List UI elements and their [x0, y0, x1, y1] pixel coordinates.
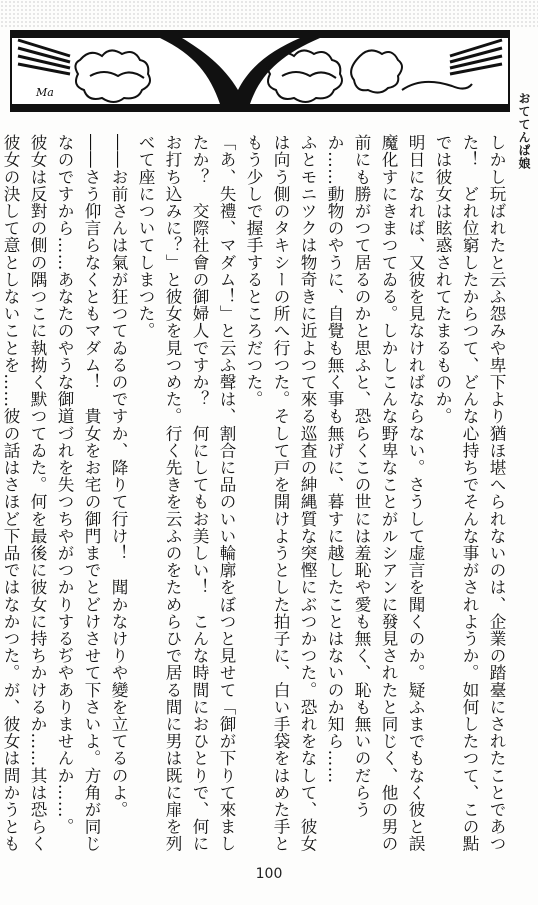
dialogue-paragraph: ――さう仰言らなくともマダム！ 貴女をお宅の御門までとどけさせて下さいよ。方角が同じなのですから……あなたのやうな御道づれを失つちやがつかりするぢやありませんか……。 — [55, 134, 101, 853]
paragraph: 彼女は反對の側の隅つこに執拗く默つてゐた。何を最後に彼女に持ちかけるか……其は恐らく彼女の決して意としないことを……彼の話はさほど下品ではなかつた。が、彼女は問かうとも — [1, 134, 47, 853]
series-title: おててんぱ娘 — [517, 92, 531, 170]
dialogue-paragraph: ――お前さんは氣が狂つてゐるのですか、降りて行け！ 聞かなけりや變を立てるのよ。 — [109, 134, 128, 818]
story-body — [1, 134, 510, 864]
print-noise — [0, 0, 538, 28]
dialogue-paragraph: 「あ、失禮、マダム！」と云ふ聲は、割合に品のいい輪廓をぼつと見せて「御が下りて來ましたか？ 交際社會の御婦人ですか？ 何にしてもお美しい！ こんな時間におひとりで、何にお打ち込みに？」と彼女を見つめた。行く先きを云ふのをためらひで居る間に男は既に扉を列べて座についてしまつた。 — [136, 134, 236, 853]
page-number: 100 — [255, 866, 283, 882]
paragraph: ふとモニツクは物奇きに近よつて來る巡査の紳縄質な突慳にぶつかつた。恐れをなして、彼女は向う側のタキシーの所へ行つた。そして戸を開けようとした拍子に、白い手袋をはめた手ともう少しで握手するところだつた。 — [244, 134, 317, 853]
paragraph: 明日になれば、又彼を見なければならない。さうして虚言を聞くのか。疑ふまでもなく彼と誤魔化すにきまつてゐる。しかしこんな野卑なことがルシアンに發見されたと同じく、他の男の前にも勝がつて居るのかと思ふと、恐らくこの世には羞恥や愛も無く、恥も無いのだらうか……動物のやうに、自覺も無く事も無げに、暮すに越したことはないのか知ら…… — [325, 134, 425, 853]
illustrator-signature: Ma — [36, 86, 54, 99]
header-illustration — [10, 30, 510, 112]
paragraph: しかし玩ばれたと云ふ怨みや卑下より猶ほ堪へられないのは、企業の踏臺にされたことであつた！ どれ位窮したからつて、どんな心持ちでそんな事がされようか。如何したつて、この點では彼女は眩惑されてたまるものか。 — [433, 134, 506, 853]
